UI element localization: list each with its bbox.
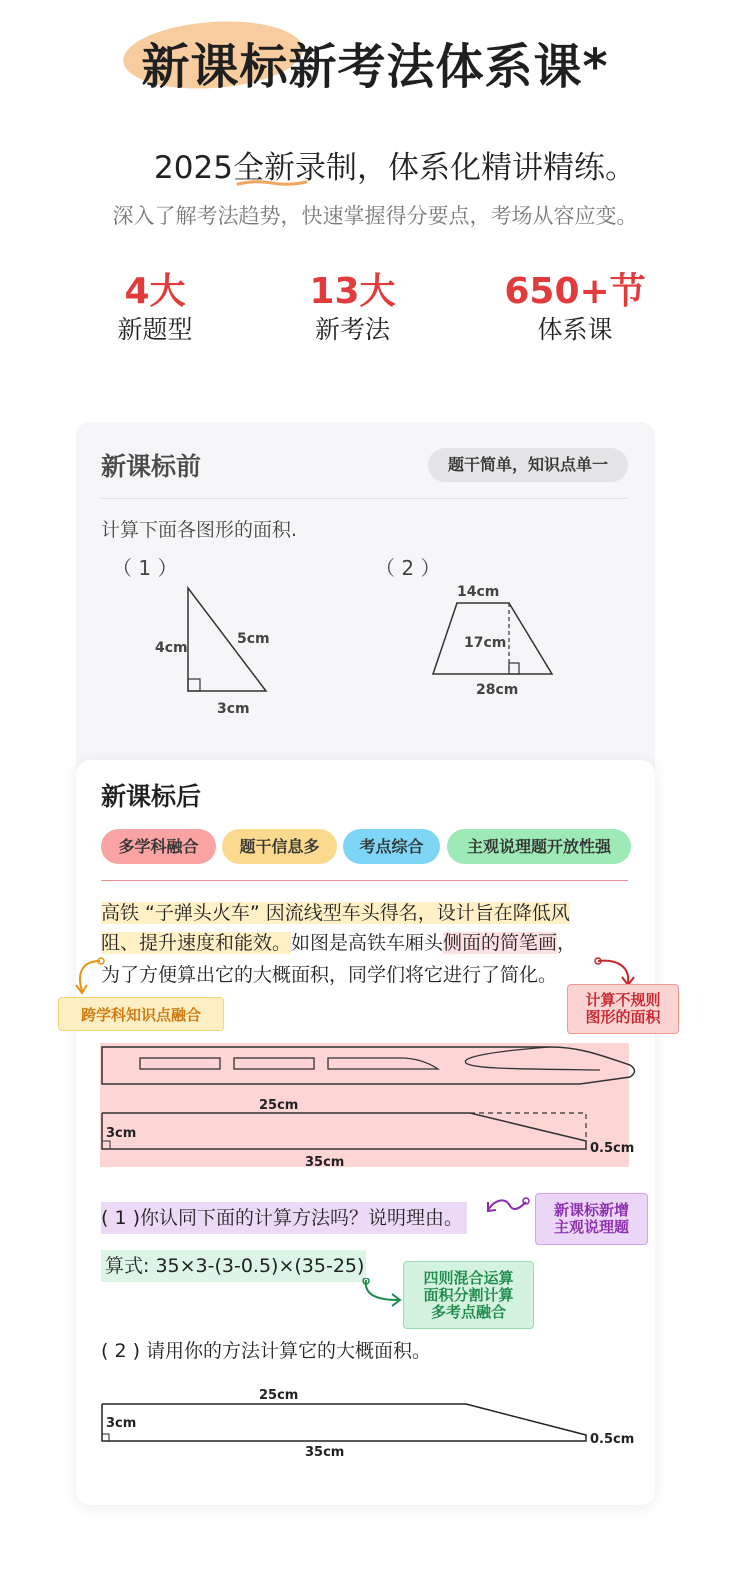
before-badge: 题干简单，知识点单一 xyxy=(428,448,628,482)
part-2-label: （ 2 ） xyxy=(375,556,441,580)
stat-item xyxy=(495,270,655,346)
train-height: 3cm xyxy=(106,1126,137,1141)
train-tip: 0.5cm xyxy=(590,1141,635,1156)
note-line: 新课标新增 xyxy=(553,1201,629,1219)
note-line: 多考点融合 xyxy=(430,1303,506,1321)
before-question: 计算下面各图形的面积. xyxy=(101,519,298,541)
description: 深入了解考法趋势，快速掌握得分要点，考场从容应变。 xyxy=(112,204,638,228)
note-line: 图形的面积 xyxy=(585,1008,661,1026)
arrow-icon xyxy=(486,1192,530,1216)
shape-top-length: 25cm xyxy=(259,1388,299,1403)
shape-tip: 0.5cm xyxy=(590,1432,635,1447)
simplified-shape-figure xyxy=(100,1385,640,1460)
question-2: ( 2 ) 请用你的方法计算它的大概面积。 xyxy=(101,1340,432,1362)
divider xyxy=(101,498,628,499)
triangle-base-label: 3cm xyxy=(217,701,250,717)
subtitle-underline xyxy=(236,178,308,188)
stat-number: 650+节 xyxy=(504,271,646,312)
stat-label: 新题型 xyxy=(117,315,193,344)
tag-comprehensive: 考点综合 xyxy=(343,829,440,864)
problem-text: 如图是高铁车厢头 xyxy=(291,932,444,954)
stat-label: 体系课 xyxy=(537,315,613,344)
subtitle: 2025全新录制，体系化精讲精练。 xyxy=(154,150,636,186)
trapezoid-height-label: 17cm xyxy=(464,635,507,651)
note-interdisciplinary: 跨学科知识点融合 xyxy=(58,997,224,1031)
highlight-side-view: 侧面的简笔画 xyxy=(443,932,558,954)
trapezoid-bottom-label: 28cm xyxy=(476,682,519,698)
highlight-context: 阻、提升速度和能效。 xyxy=(101,932,292,954)
stat-label: 新考法 xyxy=(314,315,390,344)
stat-item xyxy=(290,270,415,346)
tag-multidisciplinary: 多学科融合 xyxy=(101,829,216,864)
note-mixed-ops xyxy=(403,1261,534,1329)
stat-number: 4大 xyxy=(124,271,186,312)
note-line: 面积分割计算 xyxy=(423,1286,514,1304)
tag-rich-info: 题干信息多 xyxy=(222,829,337,864)
before-title: 新课标前 xyxy=(101,452,202,481)
formula: 算式: 35×3-(3-0.5)×(35-25) xyxy=(101,1250,366,1282)
arrow-icon xyxy=(360,1278,404,1308)
shape-bottom-length: 35cm xyxy=(305,1445,345,1460)
triangle-hyp-label: 5cm xyxy=(237,631,270,647)
note-subjective xyxy=(535,1193,648,1245)
problem-text-line2 xyxy=(101,926,631,961)
note-line: 四则混合运算 xyxy=(423,1269,514,1287)
problem-text-line3: 为了方便算出它的大概面积，同学们将它进行了简化。 xyxy=(101,964,558,986)
arrow-icon xyxy=(70,955,110,1000)
trapezoid-top-label: 14cm xyxy=(457,584,500,600)
tag-open-ended: 主观说理题开放性强 xyxy=(447,829,631,864)
question-1: ( 1 )你认同下面的计算方法吗？说明理由。 xyxy=(101,1202,467,1234)
trapezoid-figure xyxy=(425,580,565,705)
triangle-left-label: 4cm xyxy=(155,640,188,656)
highlight-context: 高铁 “子弹头火车” 因流线型车头得名，设计旨在降低风 xyxy=(101,902,570,924)
train-figure xyxy=(100,1043,640,1170)
divider xyxy=(101,880,628,881)
triangle-figure xyxy=(140,580,290,720)
shape-height: 3cm xyxy=(106,1416,137,1431)
note-line: 主观说理题 xyxy=(553,1218,629,1236)
part-1-label: （ 1 ） xyxy=(112,556,178,580)
stat-number: 13大 xyxy=(309,271,396,312)
train-bottom-length: 35cm xyxy=(305,1155,345,1170)
note-irregular-shape xyxy=(567,984,679,1034)
note-line: 计算不规则 xyxy=(585,991,661,1009)
problem-text: ， xyxy=(557,932,577,954)
train-top-length: 25cm xyxy=(259,1098,299,1113)
stat-item xyxy=(95,270,215,346)
page-title: 新课标新考法体系课* xyxy=(141,39,609,95)
after-title: 新课标后 xyxy=(101,782,202,811)
